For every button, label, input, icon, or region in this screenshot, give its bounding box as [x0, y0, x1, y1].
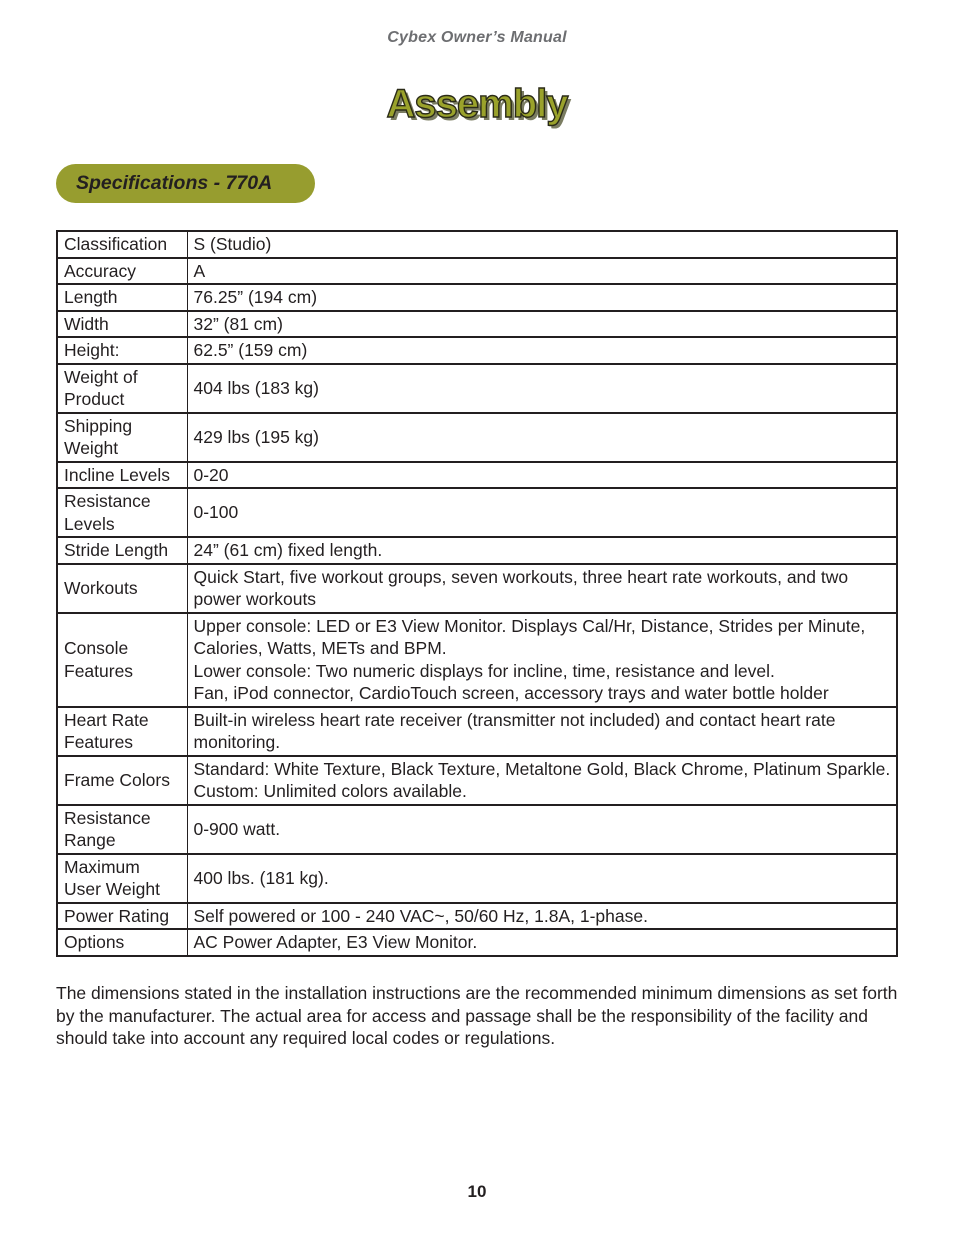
spec-value: S (Studio) [187, 231, 897, 258]
spec-value: 32” (81 cm) [187, 311, 897, 338]
spec-label: Console Features [57, 613, 187, 707]
table-row [57, 231, 897, 258]
spec-value: 24” (61 cm) fixed length. [187, 537, 897, 564]
table-row [57, 707, 897, 756]
spec-label: Width [57, 311, 187, 338]
spec-label: Length [57, 284, 187, 311]
page-number: 10 [467, 1182, 487, 1201]
spec-label: Workouts [57, 564, 187, 613]
table-row [57, 413, 897, 462]
spec-value: Quick Start, five workout groups, seven workouts, three heart rate workouts, and two power workouts [187, 564, 897, 613]
spec-label: Accuracy [57, 258, 187, 285]
spec-value: 0-900 watt. [187, 805, 897, 854]
table-row [57, 258, 897, 285]
specifications-table [56, 230, 898, 957]
spec-label: Classification [57, 231, 187, 258]
spec-label: Heart Rate Features [57, 707, 187, 756]
spec-label: Stride Length [57, 537, 187, 564]
table-row [57, 756, 897, 805]
table-row [57, 903, 897, 930]
spec-label: Resistance Range [57, 805, 187, 854]
spec-value-line: Standard: White Texture, Black Texture, Metaltone Gold, Black Chrome, Platinum Sparkle. [193, 758, 891, 779]
table-row [57, 613, 897, 707]
table-row [57, 929, 897, 956]
spec-value: 400 lbs. (181 kg). [187, 854, 897, 903]
spec-value: A [187, 258, 897, 285]
spec-value: 76.25” (194 cm) [187, 284, 897, 311]
table-row [57, 564, 897, 613]
table-row [57, 537, 897, 564]
spec-label: Frame Colors [57, 756, 187, 805]
spec-label: Shipping Weight [57, 413, 187, 462]
table-row [57, 854, 897, 903]
table-row [57, 284, 897, 311]
spec-value: 404 lbs (183 kg) [187, 364, 897, 413]
spec-value [187, 756, 897, 805]
spec-value: Built-in wireless heart rate receiver (transmitter not included) and contact heart rate monitoring. [187, 707, 897, 756]
spec-label: Resistance Levels [57, 488, 187, 537]
spec-label: Options [57, 929, 187, 956]
spec-label: Height: [57, 337, 187, 364]
spec-value: Self powered or 100 - 240 VAC~, 50/60 Hz, 1.8A, 1-phase. [187, 903, 897, 930]
table-row [57, 337, 897, 364]
spec-value: AC Power Adapter, E3 View Monitor. [187, 929, 897, 956]
table-row [57, 311, 897, 338]
spec-label: Maximum User Weight [57, 854, 187, 903]
spec-value-line: Custom: Unlimited colors available. [193, 781, 467, 801]
table-row [57, 364, 897, 413]
spec-value [187, 613, 897, 707]
spec-value: 62.5” (159 cm) [187, 337, 897, 364]
installation-note: The dimensions stated in the installation instructions are the recommended minimum dimensions as set forth by the manufacturer. The actual area for access and passage shall be the responsibility of the facility and should take into account any required local codes or regulations. [56, 983, 898, 1049]
table-row [57, 462, 897, 489]
spec-label: Power Rating [57, 903, 187, 930]
spec-value-line: Fan, iPod connector, CardioTouch screen, accessory trays and water bottle holder [193, 683, 829, 703]
spec-label: Weight of Product [57, 364, 187, 413]
section-heading: Specifications - 770A [56, 164, 315, 203]
spec-value-line: Upper console: LED or E3 View Monitor. Displays Cal/Hr, Distance, Strides per Minute, Calories, Watts, METs and BPM. [193, 615, 866, 658]
running-header: Cybex Owner’s Manual [387, 29, 567, 46]
spec-value: 0-100 [187, 488, 897, 537]
spec-value-line: Lower console: Two numeric displays for incline, time, resistance and level. [193, 660, 775, 681]
spec-value: 0-20 [187, 462, 897, 489]
table-row [57, 488, 897, 537]
spec-label: Incline Levels [57, 462, 187, 489]
table-row [57, 805, 897, 854]
spec-value: 429 lbs (195 kg) [187, 413, 897, 462]
page-title: Assembly [386, 82, 568, 126]
